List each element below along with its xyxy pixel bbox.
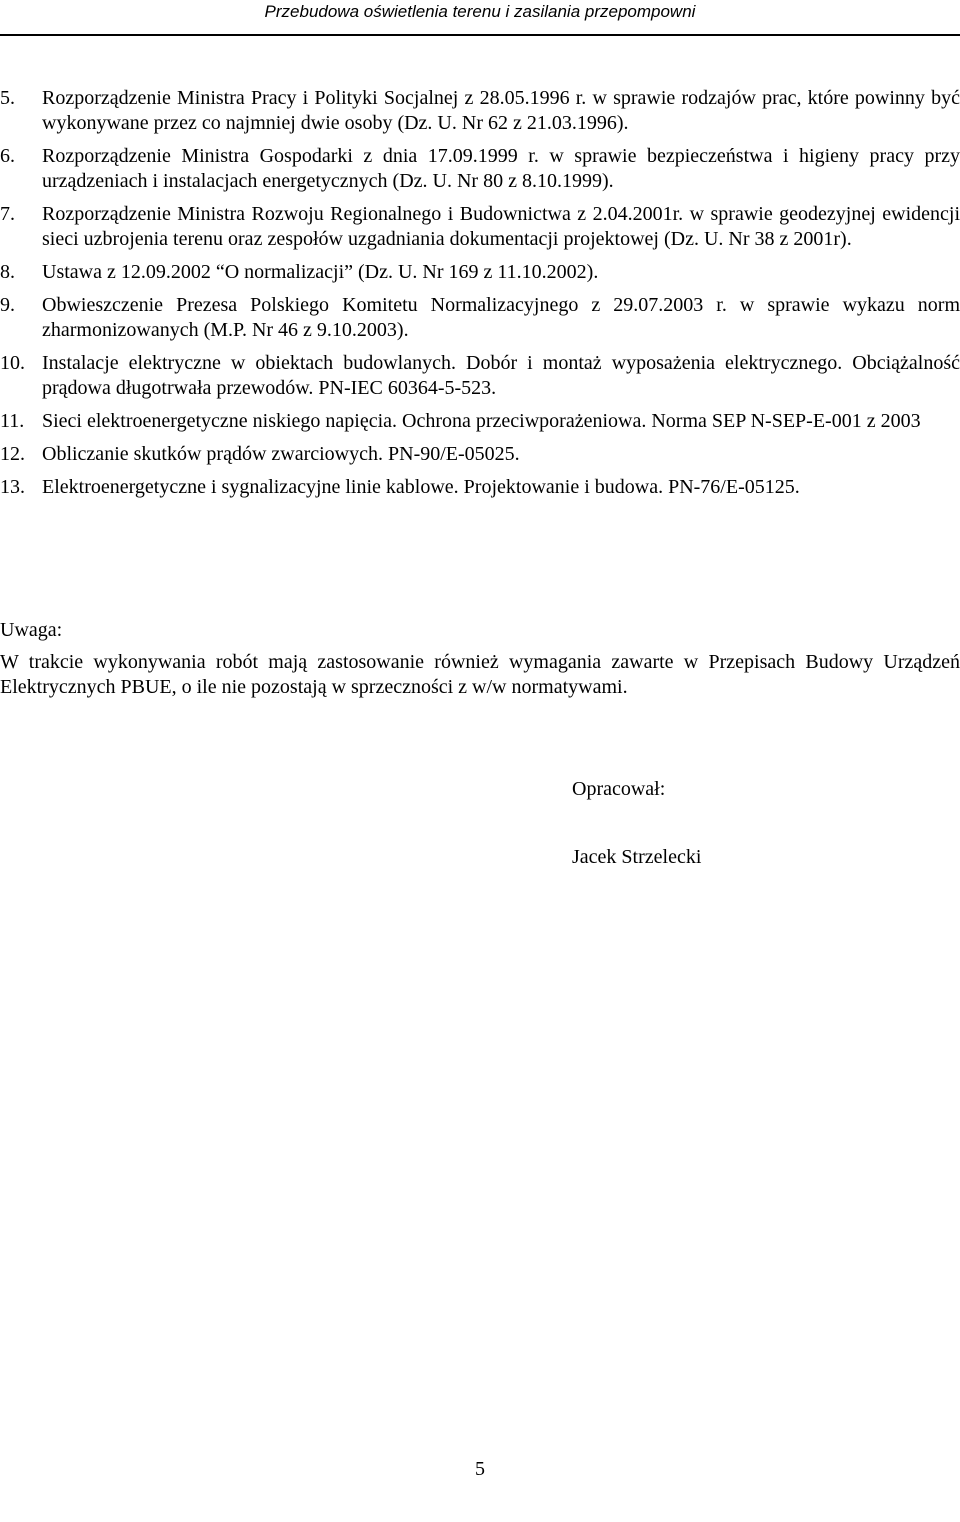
list-item-number: 6. [0, 145, 15, 167]
running-header: Przebudowa oświetlenia terenu i zasilania przepompowni [264, 2, 696, 21]
author-name: Jacek Strzelecki [572, 846, 702, 868]
list-item-text: Ustawa z 12.09.2002 “O normalizacji” (Dz. U. Nr 169 z 11.10.2002). [42, 261, 599, 283]
note-text: W trakcie wykonywania robót mają zastosowanie również wymagania zawarte w Przepisach Budowy Urządzeń Elektrycznych PBUE, o ile nie pozostają w sprzeczności z w/w normatywami. [0, 651, 960, 698]
regulations-list [0, 86, 960, 508]
list-item-number: 8. [0, 261, 15, 283]
list-item [0, 475, 960, 500]
list-item-text: Rozporządzenie Ministra Pracy i Polityki Socjalnej z 28.05.1996 r. w sprawie rodzajów prac, które powinny być wykonywane przez co najmniej dwie osoby (Dz. U. Nr 62 z 21.03.1996). [42, 87, 960, 134]
header-divider [0, 34, 960, 36]
list-item [0, 409, 960, 434]
list-item [0, 144, 960, 194]
note-label: Uwaga: [0, 619, 63, 641]
list-item [0, 293, 960, 343]
list-item-text: Elektroenergetyczne i sygnalizacyjne linie kablowe. Projektowanie i budowa. PN-76/E-05125. [42, 476, 800, 498]
author-label: Opracował: [572, 778, 666, 800]
page-number: 5 [475, 1458, 485, 1480]
list-item-number: 5. [0, 87, 15, 109]
list-item [0, 86, 960, 136]
list-item [0, 202, 960, 252]
list-item-text: Instalacje elektryczne w obiektach budowlanych. Dobór i montaż wyposażenia elektrycznego. Obciążalność prądowa długotrwała przewodów. PN-IEC 60364-5-523. [42, 352, 960, 399]
list-item-number: 10. [0, 352, 25, 374]
list-item-number: 12. [0, 443, 25, 465]
list-item-number: 7. [0, 203, 15, 225]
list-item-number: 13. [0, 476, 25, 498]
list-item-text: Obwieszczenie Prezesa Polskiego Komitetu Normalizacyjnego z 29.07.2003 r. w sprawie wykazu norm zharmonizowanych (M.P. Nr 46 z 9.10.2003). [42, 294, 960, 341]
list-item [0, 260, 960, 285]
list-item-text: Rozporządzenie Ministra Rozwoju Regionalnego i Budownictwa z 2.04.2001r. w sprawie geodezyjnej ewidencji sieci uzbrojenia terenu oraz zespołów uzgadniania dokumentacji projektowej (Dz. U. Nr 38 z 2001r). [42, 203, 960, 250]
list-item-number: 9. [0, 294, 15, 316]
list-item-text: Sieci elektroenergetyczne niskiego napięcia. Ochrona przeciwporażeniowa. Norma SEP N-SEP-E-001 z 2003 [42, 410, 921, 432]
list-item-text: Rozporządzenie Ministra Gospodarki z dnia 17.09.1999 r. w sprawie bezpieczeństwa i higieny pracy przy urządzeniach i instalacjach energetycznych (Dz. U. Nr 80 z 8.10.1999). [42, 145, 960, 192]
list-item-number: 11. [0, 410, 25, 432]
list-item-text: Obliczanie skutków prądów zwarciowych. PN-90/E-05025. [42, 443, 520, 465]
list-item [0, 351, 960, 401]
list-item [0, 442, 960, 467]
